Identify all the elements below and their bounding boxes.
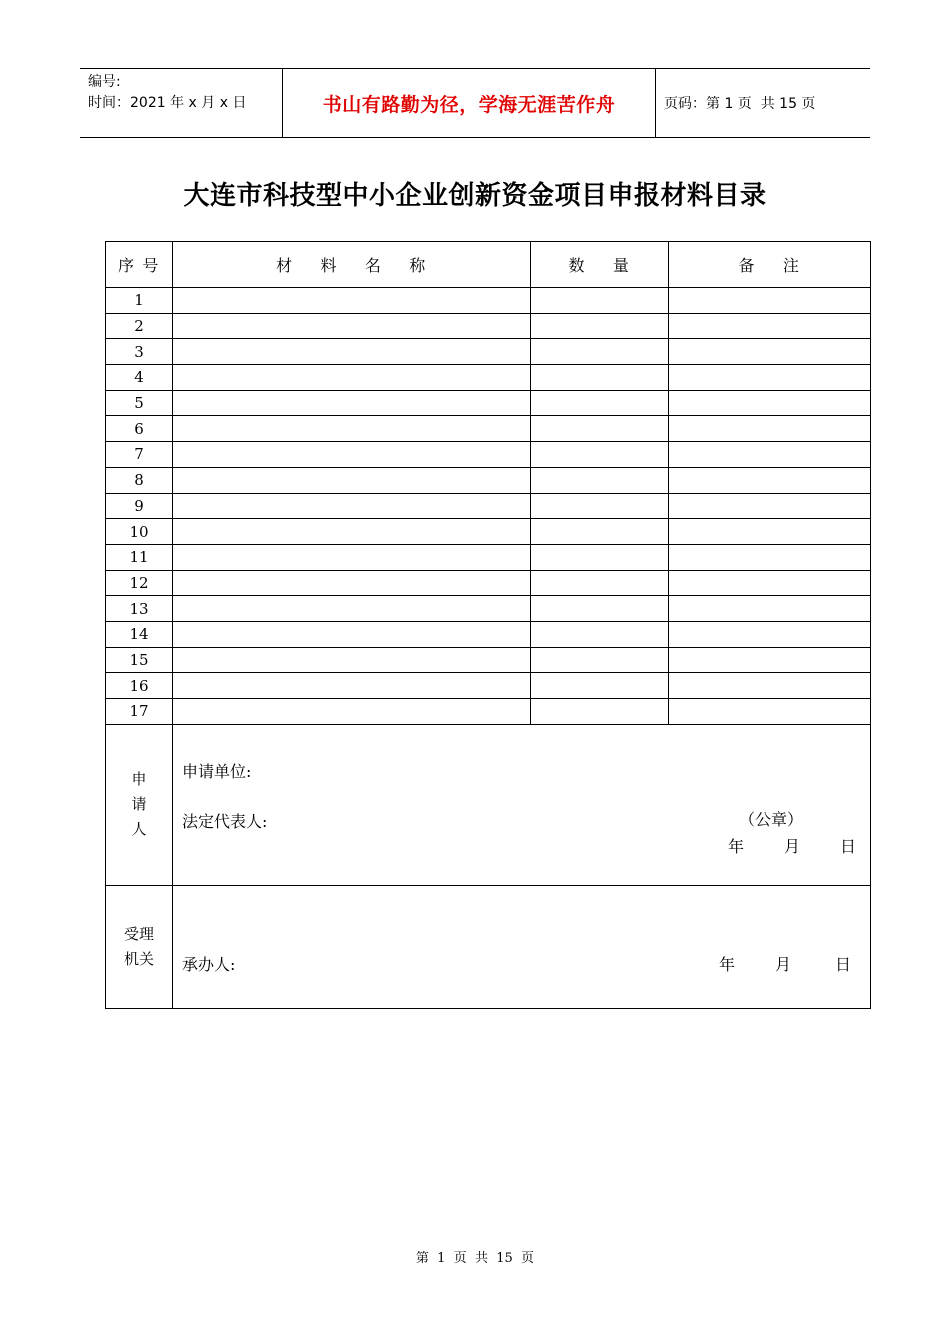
- accepting-date: [719, 952, 851, 975]
- row-serial-cell: 14: [106, 621, 173, 647]
- row-quantity-cell[interactable]: [531, 544, 669, 570]
- table-row: [106, 596, 871, 622]
- table-row: [106, 621, 871, 647]
- row-material-name-cell[interactable]: [173, 699, 531, 725]
- row-material-name-cell[interactable]: [173, 442, 531, 468]
- row-remarks-cell[interactable]: [669, 467, 871, 493]
- row-serial-cell: 12: [106, 570, 173, 596]
- row-quantity-cell[interactable]: [531, 596, 669, 622]
- table-row: [106, 442, 871, 468]
- row-serial-cell: 2: [106, 313, 173, 339]
- accepting-side-label: [106, 885, 173, 1008]
- date-month: 月: [775, 954, 792, 974]
- table-row: [106, 416, 871, 442]
- document-header: [80, 68, 870, 138]
- row-quantity-cell[interactable]: [531, 699, 669, 725]
- row-serial-cell: 4: [106, 365, 173, 391]
- row-serial-cell: 3: [106, 339, 173, 365]
- accepting-side-line: 受理: [123, 924, 154, 943]
- accepting-side-line: 机关: [123, 949, 154, 968]
- row-quantity-cell[interactable]: [531, 288, 669, 314]
- row-remarks-cell[interactable]: [669, 493, 871, 519]
- applicant-unit-label: 申请单位:: [182, 761, 252, 781]
- applicant-side-label: [106, 724, 173, 885]
- accepting-content: [173, 885, 871, 1008]
- row-material-name-cell[interactable]: [173, 621, 531, 647]
- row-remarks-cell[interactable]: [669, 621, 871, 647]
- row-material-name-cell[interactable]: [173, 519, 531, 545]
- row-remarks-cell[interactable]: [669, 288, 871, 314]
- row-serial-cell: 5: [106, 390, 173, 416]
- table-row: [106, 570, 871, 596]
- applicant-side-char: 请: [131, 795, 147, 814]
- row-serial-cell: 9: [106, 493, 173, 519]
- handler-label: 承办人:: [182, 954, 236, 974]
- document-title: 大连市科技型中小企业创新资金项目申报材料目录: [183, 181, 767, 211]
- row-quantity-cell[interactable]: [531, 647, 669, 673]
- col-header-remarks: 备 注: [669, 242, 871, 288]
- row-material-name-cell[interactable]: [173, 288, 531, 314]
- header-page-code: 页码：第 1 页 共 15 页: [664, 96, 816, 112]
- col-header-quantity: 数 量: [531, 242, 669, 288]
- row-quantity-cell[interactable]: [531, 467, 669, 493]
- header-time: 时间：2021 年 x 月 x 日: [88, 95, 247, 111]
- header-meta: [88, 72, 282, 114]
- row-remarks-cell[interactable]: [669, 442, 871, 468]
- row-quantity-cell[interactable]: [531, 416, 669, 442]
- row-quantity-cell[interactable]: [531, 621, 669, 647]
- materials-table: [105, 241, 871, 1009]
- col-header-serial: 序 号: [106, 242, 173, 288]
- date-year: 年: [719, 954, 736, 974]
- row-remarks-cell[interactable]: [669, 570, 871, 596]
- legal-representative-label: 法定代表人:: [182, 811, 268, 831]
- row-material-name-cell[interactable]: [173, 544, 531, 570]
- row-serial-cell: 17: [106, 699, 173, 725]
- row-serial-cell: 13: [106, 596, 173, 622]
- table-row: [106, 313, 871, 339]
- table-row: [106, 467, 871, 493]
- row-remarks-cell[interactable]: [669, 699, 871, 725]
- row-quantity-cell[interactable]: [531, 519, 669, 545]
- row-quantity-cell[interactable]: [531, 365, 669, 391]
- row-material-name-cell[interactable]: [173, 493, 531, 519]
- page-footer: 第 1 页 共 15 页: [415, 1251, 535, 1266]
- row-quantity-cell[interactable]: [531, 493, 669, 519]
- applicant-side-char: 申: [131, 770, 147, 789]
- table-row: [106, 647, 871, 673]
- table-row: [106, 699, 871, 725]
- header-motto: 书山有路勤为径，学海无涯苦作舟: [282, 69, 656, 137]
- row-serial-cell: 10: [106, 519, 173, 545]
- row-material-name-cell[interactable]: [173, 339, 531, 365]
- table-row: [106, 339, 871, 365]
- row-quantity-cell[interactable]: [531, 673, 669, 699]
- table-header-row: [106, 242, 871, 288]
- row-serial-cell: 6: [106, 416, 173, 442]
- col-header-material-name: 材 料 名 称: [173, 242, 531, 288]
- table-row: [106, 365, 871, 391]
- table-row: [106, 390, 871, 416]
- official-seal-label: （公章）: [739, 809, 804, 829]
- row-serial-cell: 16: [106, 673, 173, 699]
- applicant-content: [173, 724, 871, 885]
- row-material-name-cell[interactable]: [173, 416, 531, 442]
- table-row: [106, 519, 871, 545]
- row-quantity-cell[interactable]: [531, 570, 669, 596]
- row-quantity-cell[interactable]: [531, 339, 669, 365]
- accepting-authority-section: [106, 885, 871, 1008]
- table-row: [106, 673, 871, 699]
- row-material-name-cell[interactable]: [173, 570, 531, 596]
- row-remarks-cell[interactable]: [669, 596, 871, 622]
- row-material-name-cell[interactable]: [173, 313, 531, 339]
- row-material-name-cell[interactable]: [173, 467, 531, 493]
- header-number: 编号:: [88, 74, 121, 90]
- row-quantity-cell[interactable]: [531, 313, 669, 339]
- row-remarks-cell[interactable]: [669, 673, 871, 699]
- row-remarks-cell[interactable]: [669, 519, 871, 545]
- row-remarks-cell[interactable]: [669, 365, 871, 391]
- row-remarks-cell[interactable]: [669, 313, 871, 339]
- date-day: 日: [840, 836, 857, 856]
- date-day: 日: [835, 954, 852, 974]
- row-material-name-cell[interactable]: [173, 365, 531, 391]
- row-serial-cell: 8: [106, 467, 173, 493]
- row-remarks-cell[interactable]: [669, 416, 871, 442]
- applicant-section: [106, 724, 871, 885]
- row-remarks-cell[interactable]: [669, 544, 871, 570]
- table-row: [106, 493, 871, 519]
- applicant-date: [728, 834, 856, 857]
- row-serial-cell: 15: [106, 647, 173, 673]
- row-material-name-cell[interactable]: [173, 390, 531, 416]
- row-serial-cell: 11: [106, 544, 173, 570]
- table-row: [106, 288, 871, 314]
- row-material-name-cell[interactable]: [173, 673, 531, 699]
- row-serial-cell: 7: [106, 442, 173, 468]
- date-year: 年: [728, 836, 745, 856]
- row-quantity-cell[interactable]: [531, 442, 669, 468]
- applicant-side-char: 人: [131, 820, 147, 839]
- table-row: [106, 544, 871, 570]
- row-material-name-cell[interactable]: [173, 596, 531, 622]
- row-remarks-cell[interactable]: [669, 390, 871, 416]
- row-material-name-cell[interactable]: [173, 647, 531, 673]
- row-remarks-cell[interactable]: [669, 647, 871, 673]
- date-month: 月: [784, 836, 801, 856]
- row-remarks-cell[interactable]: [669, 339, 871, 365]
- row-serial-cell: 1: [106, 288, 173, 314]
- row-quantity-cell[interactable]: [531, 390, 669, 416]
